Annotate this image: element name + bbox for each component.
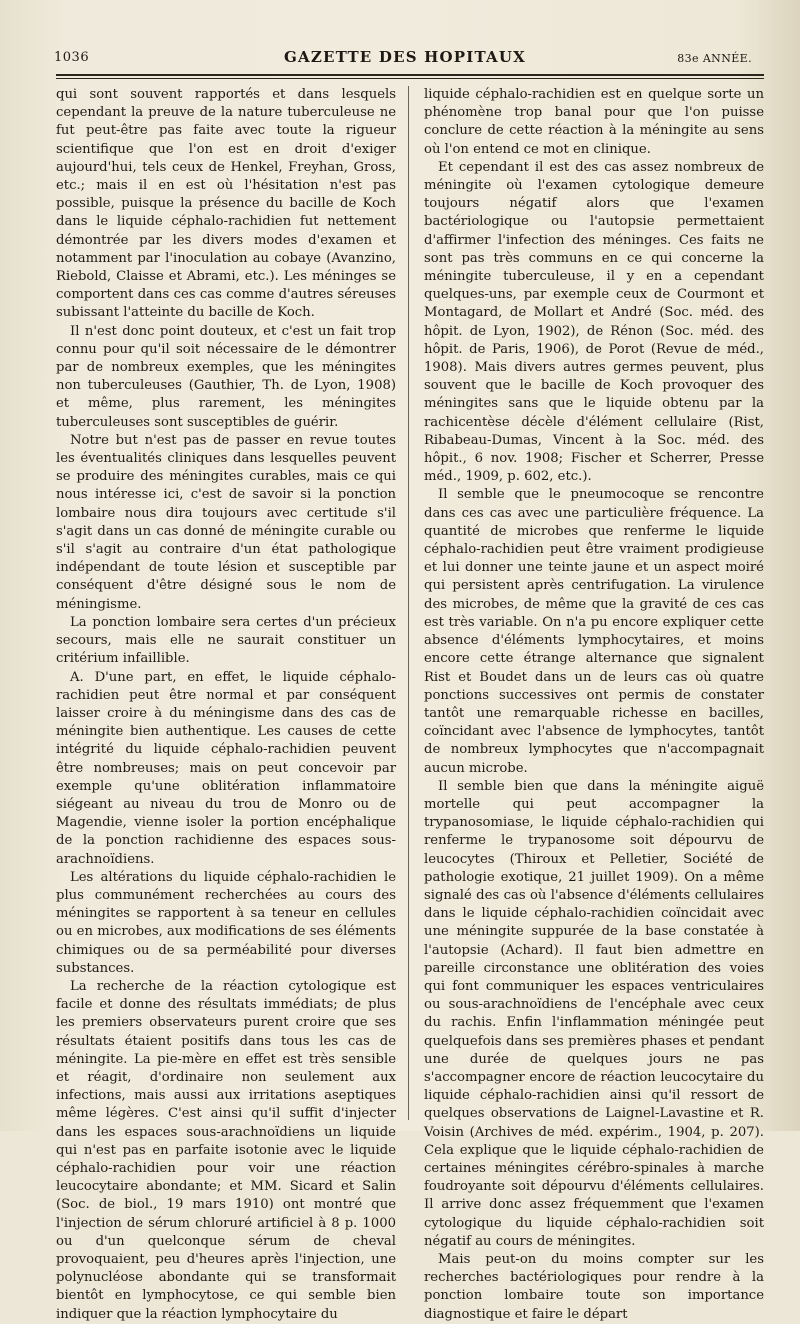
paragraph: A. D'une part, en effet, le liquide céphalo-rachidien peut être normal et par conséquent laisser croire à du méningisme dans des cas de méningite bien authentique. Les causes de cette intégrité du liquide céphalo-rachidien peuvent être nombreuses; mais on peut concevoir par exemple qu'une oblitération inflammatoire siégeant au niveau du trou de Monro ou de Magendie, vienne isoler la portion encéphalique de la ponction rachidienne des espaces sous-arachnoïdiens. [56, 669, 396, 867]
header-rule-thin [56, 78, 764, 79]
header-rule [56, 74, 764, 76]
paragraph: Et cependant il est des cas assez nombreux de méningite où l'examen cytologique demeure toujours négatif alors que l'examen bactériologique ou l'autopsie permettaient d'affirmer l'infection des méninges. Ces faits ne sont pas très communs en ce qui concerne la méningite tuberculeuse, il y en a cependant quelques-uns, par exemple ceux de Courmont et Montagard, de Mollart et André (Soc. méd. des hôpit. de Lyon, 1902), de Rénon (Soc. méd. des hôpit. de Paris, 1906), de Porot (Revue de méd., 1908). Mais divers autres germes peuvent, plus souvent que le bacille de Koch provoquer des méningites sans que le liquide obtenu par la rachicentèse décèle d'élément cellulaire (Rist, Ribabeau-Dumas, Vincent à la Soc. méd. des hôpit., 6 nov. 1908; Fischer et Scherrer, Presse méd., 1909, p. 602, etc.). [424, 159, 764, 485]
paragraph: Il n'est donc point douteux, et c'est un fait trop connu pour qu'il soit nécessaire de le démontrer par de nombreux exemples, que les méningites non tuberculeuses (Gauthier, Th. de Lyon, 1908) et même, plus rarement, les méningites tuberculeuses sont susceptibles de guérir. [56, 323, 396, 430]
left-column [56, 86, 396, 1324]
journal-title: GAZETTE DES HOPITAUX [283, 48, 526, 66]
right-column [424, 86, 764, 1324]
paragraph: Mais peut-on du moins compter sur les recherches bactériologiques pour rendre à la ponction lombaire toute son importance diagnostique et faire le départ [424, 1252, 764, 1322]
page-number: 1036 [54, 50, 90, 65]
paragraph: La recherche de la réaction cytologique est facile et donne des résultats immédiats; de plus les premiers observateurs purent croire que ses résultats étaient positifs dans tous les cas de méningite. La pie-mère en effet est très sensible et réagit, d'ordinaire non seulement aux infections, mais aussi aux irritations aseptiques même légères. C'est ainsi qu'il suffit d'injecter dans les espaces sous-arachnoïdiens un liquide qui n'est pas en parfaite isotonie avec le liquide céphalo-rachidien pour voir une réaction leucocytaire abondante; et MM. Sicard et Salin (Soc. de biol., 19 mars 1910) ont montré que l'injection de sérum chloruré artificiel à 8 p. 1000 ou d'un quelconque sérum de cheval provoquaient, peu d'heures après l'injection, une polynucléose abondante qui se transformait bientôt en lymphocytose, ce qui semble bien indiquer que la réaction lymphocytaire du [56, 978, 396, 1322]
year-label: 83e ANNÉE. [677, 52, 752, 65]
paragraph: Il semble bien que dans la méningite aiguë mortelle qui peut accompagner la trypanosomiase, le liquide céphalo-rachidien qui renferme le trypanosome soit dépourvu de leucocytes (Thiroux et Pelletier, Société de pathologie exotique, 21 juillet 1909). On a même signalé des cas où l'absence d'éléments cellulaires dans le liquide céphalo-rachidien coïncidait avec une méningite suppurée de la base constatée à l'autopsie (Achard). Il faut bien admettre en pareille circonstance une oblitération des voies qui font communiquer les espaces ventriculaires ou sous-arachnoïdiens de l'encéphale avec ceux du rachis. Enfin l'inflammation méningée peut quelquefois dans ses premières phases et pendant une durée de quelques jours ne pas s'accompagner encore de réaction leucocytaire du liquide céphalo-rachidien ainsi qu'il ressort de quelques observations de Laignel-Lavastine et R. Voisin (Archives de méd. expérim., 1904, p. 207). Cela explique que le liquide céphalo-rachidien de certaines méningites cérébro-spinales à marche foudroyante soit dépourvu d'éléments cellulaires. Il arrive donc assez fréquemment que l'examen cytologique du liquide céphalo-rachidien soit négatif au cours de méningites. [424, 778, 764, 1249]
page-header [46, 48, 764, 72]
paragraph: Il semble que le pneumocoque se rencontre dans ces cas avec une particulière fréquence. La quantité de microbes que renferme le liquide céphalo-rachidien peut être vraiment prodigieuse et lui donner une teinte jaune et un aspect moiré qui persistent après centrifugation. La virulence des microbes, de même que la gravité de ces cas est très variable. On n'a pu encore expliquer cette absence d'éléments lymphocytaires, et moins encore cette étrange alternance que signalent Rist et Boudet dans un de leurs cas où quatre ponctions successives ont permis de constater tantôt une remarquable richesse en bacilles, coïncidant avec l'absence de lymphocytes, tantôt de nombreux lymphocytes que n'accompagnait aucun microbe. [424, 487, 764, 776]
column-divider [408, 86, 409, 1120]
paragraph: liquide céphalo-rachidien est en quelque sorte un phénomène trop banal pour que l'on puisse conclure de cette réaction à la méningite au sens où l'on entend ce mot en clinique. [424, 87, 764, 157]
paragraph: Notre but n'est pas de passer en revue toutes les éventualités cliniques dans lesquelles peuvent se produire des méningites curables, mais ce qui nous intéresse ici, c'est de savoir si la ponction lombaire nous dira toujours avec certitude s'il s'agit dans un cas donné de méningite curable ou s'il s'agit au contraire d'un état pathologique indépendant de toute lésion et susceptible par conséquent d'être désigné sous le nom de méningisme. [56, 432, 396, 612]
paragraph: qui sont souvent rapportés et dans lesquels cependant la preuve de la nature tuberculeuse ne fut peut-être pas faite avec toute la rigueur scientifique que l'on est en droit d'exiger aujourd'hui, tels ceux de Henkel, Freyhan, Gross, etc.; mais il en est où l'hésitation n'est pas possible, puisque la présence du bacille de Koch dans le liquide céphalo-rachidien fut nettement démontrée par les divers modes d'examen et notamment par l'inoculation au cobaye (Avanzino, Riebold, Claisse et Abrami, etc.). Les méninges se comportent dans ces cas comme d'autres séreuses subissant l'atteinte du bacille de Koch. [56, 87, 396, 321]
paragraph: Les altérations du liquide céphalo-rachidien le plus communément recherchées au cours des méningites se rapportent à sa teneur en cellules ou en microbes, aux modifications de ses éléments chimiques ou de sa perméabilité pour diverses substances. [56, 869, 396, 976]
paragraph: La ponction lombaire sera certes d'un précieux secours, mais elle ne saurait constituer un critérium infaillible. [56, 614, 396, 667]
